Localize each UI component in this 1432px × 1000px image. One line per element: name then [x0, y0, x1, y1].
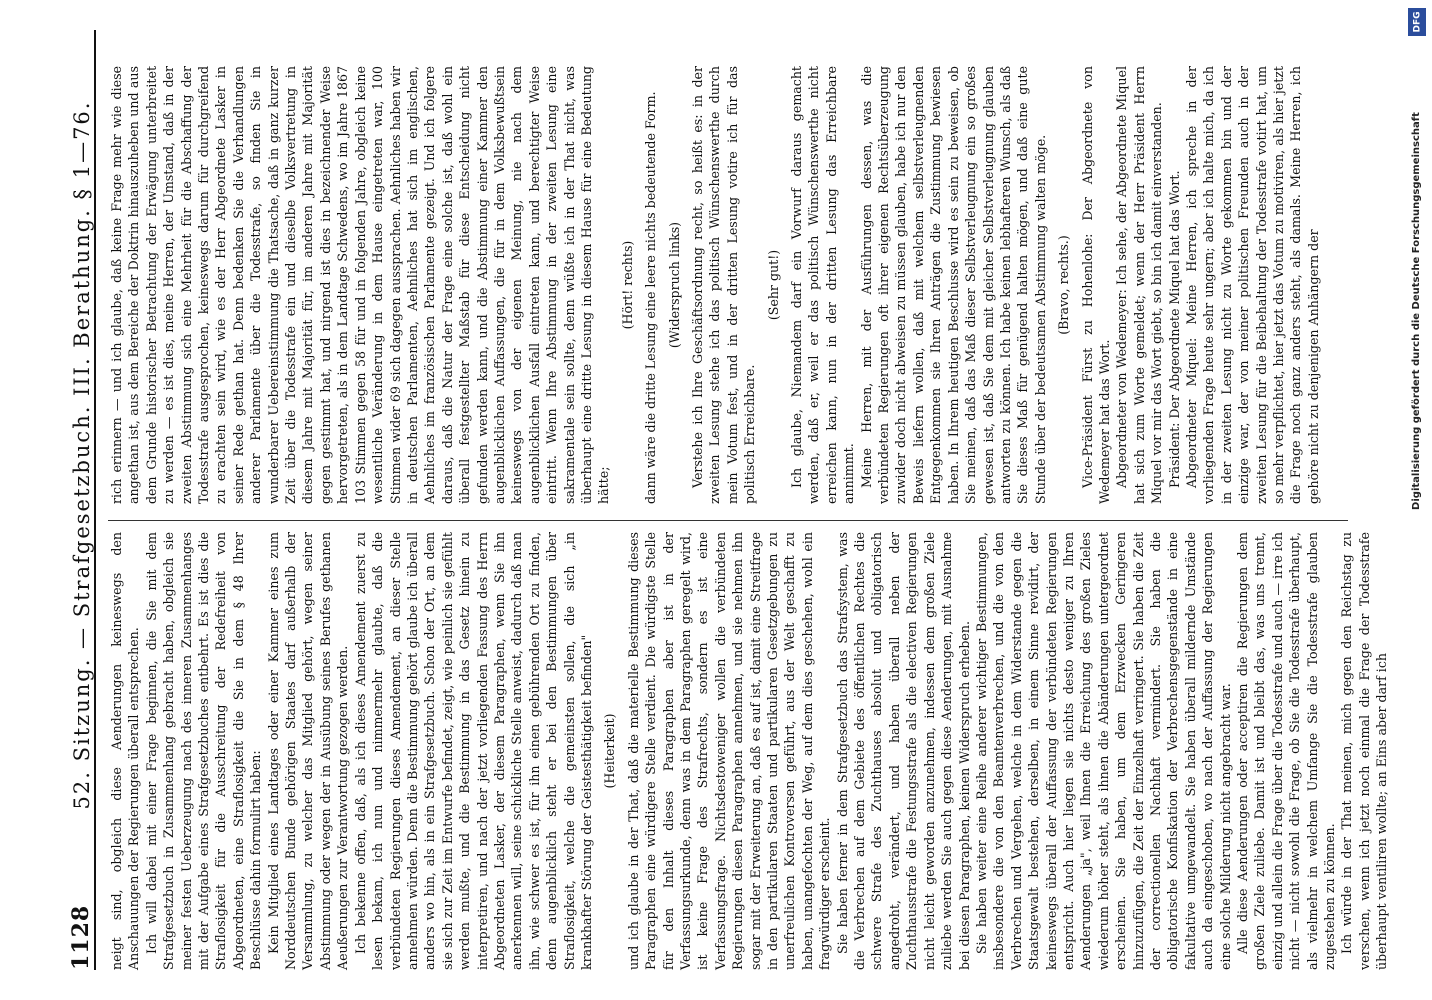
paragraph: rich erinnern — und ich glaube, daß keine Frage mehr wie diese angethan ist, aus dem Bereiche der Doktrin hinauszuheben und aus dem Grunde historischer Betrachtung der Erwägung unterbreitet zu werden — es ist dies, meine Herren, der Umstand, daß in der zweiten Abstimmung sich eine Mehrheit für die Abschaffung der Todesstrafe ausgesprochen, keineswegs darum für durchgreifend zu erachten sein wird, wie es der Herr Abgeordnete Lasker in seiner Rede gethan hat. Denn bedenken Sie die Verhandlungen anderer Parlamente über die Todesstrafe, so finden Sie in wunderbarer Uebereinstimmung die Thatsache, daß in ganz kurzer Zeit über die Todesstrafe ein und dieselbe Volksvertretung in diesem Jahre mit Majorität für, im anderen Jahre mit Majorität gegen gestimmt hat, und nirgend ist dies in bezeichnender Weise hervorgetreten, als in dem Landtage Schwedens, wo im Jahre 1867 103 Stimmen gegen 58 für und in folgenden Jahre, obgleich keine wesentliche Veränderung in dem Hause eingetreten war, 100 Stimmen wider 69 sich dagegen aussprachen. Aehnliches haben wir in deutschen Parlamenten, Aehnliches hat sich im englischen, Aehnliches im französischen Parlamente gezeigt. Und ich folgere daraus, daß die Natur der Frage eine solche ist, daß wohl ein überall festgestellter Maßstab für diese Entscheidung nicht gefunden werden kann, und die Abstimmung einer Kammer den augenblicklichen Auffassungen, die für in dem Volksbewußtsein keineswegs von der eigenen Meinung, nie nach dem augenblicklichen Ausfall eintreten kann, und berechtigter Weise eintritt. Wenn Ihre Abstimmung in der zweiten Lesung eine sakramentale sein sollte, denn wüßte ich in der That nicht, was überhaupt eine dritte Lesung in diesem Hause für eine Bedeutung hätte;: [109, 66, 612, 504]
paragraph: Ich würde in der That meinen, mich gegen den Reichstag zu verschen, wenn ich jetzt noch einmal die Frage der Todesstrafe überhaupt ventiliren wollte; an Eins aber darf ich: [1339, 532, 1390, 970]
interjection: (Bravo, rechts.): [1056, 235, 1072, 335]
speaker-paragraph: Präsident: Der Abgeordnete Miquel hat das Wort.: [1166, 170, 1182, 488]
paragraph: Sie haben weiter eine Reihe anderer wichtiger Bestimmungen, insbesondere die von den Beamtenverbrechen, und die von den Verbrechen und Vergehen, welche in dem Widerstande gegen die Staatsgewalt bestehen, derselben, in einem Sinne revidirt, der keineswegs überall der Auffassung der verbündeten Regierungen entspricht. Auch hier liegen sie nichts desto weniger zu Ihren Aenderungen „ja", weil Ihnen die Erreichung des großen Zieles wiederum höher steht, als ihnen die Abänderungen untergeordnet erscheinen. Sie haben, um dem Erzwecken Geringeren hinzuzufügen, die Zeit der Einzelhaft verringert. Sie haben die Zeit der correctionellen Nachhaft vermindert. Sie haben die obligatorische Konfiskation der Verbrechensgegenstände in eine fakultative umgewandelt. Sie haben überall mildernde Umstände auch da eingeschoben, wo nach der Auffassung der Regierungen eine solche Milderung nicht angebracht war.: [973, 532, 1233, 970]
text-column-left: [108, 532, 1390, 970]
funding-text: Digitalisierung gefördert durch die Deutsche Forschungsgemeinschaft: [1411, 112, 1422, 510]
page-number: 1128: [68, 904, 94, 970]
dfg-funding-note: [1404, 4, 1430, 564]
interjection: (Hört! rechts): [619, 240, 635, 330]
running-title: 52. Sitzung. — Strafgesetzbuch. III. Berathung. § 1—76.: [70, 100, 94, 810]
paragraph: Ich will dabei mit einer Frage beginnen, die Sie mit dem Strafgesetzbuch in Zusammenhang gebracht haben, obgleich sie meiner festen Ueberzeugung nach des inneren Zusammenhanges mit der Aufgabe eines Strafgesetzbuches entbehrt. Es ist dies die Straflosigkeit für die Ausschreitung der Redefreiheit von Abgeordneten, eine Straflosigkeit die Sie in dem § 48 Ihrer Beschlüsse dahin formulirt haben:: [143, 532, 264, 970]
text-column-right: [108, 66, 1348, 504]
dfg-logo: DFG: [1408, 8, 1426, 36]
speaker-paragraph: Vice-Präsident Fürst zu Hohenlohe: Der Abgeordnete von Wedemeyer hat das Wort.: [1079, 66, 1112, 504]
paragraph: und ich glaube in der That, daß die materielle Bestimmung dieses Paragraphen eine würdigere Stelle verdient. Die würdigste Stelle für den Inhalt dieses Paragraphen aber ist in der Verfassungsurkunde, denn was in dem Paragraphen geregelt wird, ist keine Frage des Strafrechts, sondern es ist eine Verfassungsfrage. Nichtsdestoweniger wollen die verbündeten Regierungen diesen Paragraphen annehmen, und sie nehmen ihn sogar mit der Erweiterung an, daß es auf ist, damit eine Streitfrage in den partikularen Staaten und partikularen Gesetzgebungen zu unerfreulichen Kontroversen geführt, aus der Welt geschafft zu haben, unangefochten der Weg, auf dem dies geschehen, wohl ein fragwürdiger erscheint.: [625, 532, 833, 970]
paragraph: Meine Herren, mit der Ausführungen dessen, was die verbündeten Regierungen oft ihrer eigenen Rechtsüberzeugung zuwider doch nicht abweisen zu müssen glauben, habe ich nur den Beweis liefern wollen, daß mit welchem selbstverleugnenden Entgegenkommen sie Ihren Anträgen die Zustimmung bewiesen haben. In Ihrem heutigen Beschlusse wird es sein zu beweisen, ob Sie meinen, daß das Maß dieser Selbstverleugnung ein so großes gewesen ist, daß Sie dem mit gleicher Selbstverleugnung glauben antworten zu können. Ich habe keinen lebhafteren Wunsch, als daß Sie dieses Maß für genügend halten mögen, und daß eine gute Stunde über der bedeutsamen Abstimmung walten möge.: [858, 66, 1048, 504]
paragraph: dann wäre die dritte Lesung eine leere nichts bedeutende Form.: [643, 91, 659, 504]
interjection: (Heiterkeit): [602, 713, 618, 789]
paragraph: Ich glaube, Niemandem darf ein Vorwurf daraus gemacht werden, daß er, weil er das politisch Wünschenswerthe nicht erreichen kann, nun in der dritten Lesung das Erreichbare annimmt.: [789, 66, 857, 504]
interjection: (Sehr gut!): [765, 249, 781, 321]
speaker-paragraph: Abgeordneter Miquel: Meine Herren, ich spreche in der vorliegenden Frage heute sehr ungern; aber ich halte mich, da ich in der zweiten Lesung nicht zu Worte gekommen bin und der einzige war, der von meiner politischen Freunden auch in der zweiten Lesung für die Beibehaltung der Todesstrafe votirt hat, um so mehr verpflichtet, hier jetzt das Votum zu motiviren, als hier jetzt die Frage noch ganz anders steht, als damals. Meine Herren, ich gehöre nicht zu denjenigen Anhängern der: [1183, 66, 1321, 504]
speaker-paragraph: Abgeordneter von Wedemeyer: Ich sehe, der Abgeordnete Miquel hat sich zum Worte gemeldet; wenn der Herr Präsident Herrn Miquel vor mir das Wort giebt, so bin ich damit einverstanden.: [1114, 66, 1165, 504]
quoted-paragraph: Kein Mitglied eines Landtages oder einer Kammer eines zum Norddeutschen Bunde gehörigen Staates darf außerhalb der Versammlung, zu welcher das Mitglied gehört, wegen seiner Abstimmung oder wegen der in Ausübung seines Berufes gethanen Aeußerungen zur Verantwortung gezogen werden.: [265, 532, 351, 970]
page-header: [58, 30, 96, 970]
paragraph: Verstehe ich Ihre Geschäftsordnung recht, so heißt es: in der zweiten Lesung stehe ich das politisch Wünschenswerthe durch mein Votum fest, und in der dritten Lesung votire ich für das politisch Erreichbare.: [690, 66, 758, 504]
column-divider: [108, 520, 1348, 521]
paragraph: Alle diese Aenderungen oder acceptiren die Regierungen dem großen Ziele zuliebe. Damit ist und bleibt das, was uns trennt, einzig und allein die Frage über die Todesstrafe und auch — irre ich nicht — nicht sowohl die Frage, ob Sie die Todesstrafe überhaupt, als vielmehr in welchem Umfange Sie die Todesstrafe glauben zugestehen zu können.: [1235, 532, 1338, 970]
paragraph: Ich bekenne offen, daß, als ich dieses Amendement zuerst zu lesen bekam, ich nun und nimmermehr glaubte, daß die verbündeten Regierungen dieses Amendement, an dieser Stelle annehmen würden. Denn die Bestimmung gehört glaube ich überall anders wo hin, als in ein Strafgesetzbuch. Schon der Ort, an dem sie sich zur Zeit im Entwurfe befindet, zeigt, wie peinlich sie gefühlt werden mußte, und die Bestimmung in das Gesetz hinein zu interpretiren, und nach der jetzt vorliegenden Fassung des Herrn Abgeordneten Lasker, der diesem Paragraphen, wenn Sie ihn anerkennen will, seine schickliche Stelle anweist, dadurch daß man ihn, wie schwer es ist, für ihn einen gebührenden Ort zu finden, denn augenblicklich steht er bei den Bestimmungen über Straflosigkeit, welche die gemeinsten sollen, die sich „in krankhafter Störung der Geistesthätigkeit befinden": [352, 532, 594, 970]
interjection: (Widerspruch links): [666, 221, 682, 349]
paragraph: neigt sind, obgleich diese Aenderungen keineswegs den Anschauungen der Regierungen überall entsprechen.: [109, 532, 142, 970]
paragraph: Sie haben ferner in dem Strafgesetzbuch das Strafsystem, was die Verbrechen auf dem Gebiete des öffentlichen Rechtes die schwere Strafe des Zuchthauses absolut und obligatorisch angedroht, verändert, und haben überall neben der Zuchthausstrafe die Festungsstrafe als die electiven Regierungen nicht leicht geworden anzunehmen, indessen dem großen Ziele zuliebe werden Sie auch gegen diese Aenderungen, mit Ausnahme bei diesen Paragraphen, keinen Widerspruch erheben.: [834, 532, 972, 970]
